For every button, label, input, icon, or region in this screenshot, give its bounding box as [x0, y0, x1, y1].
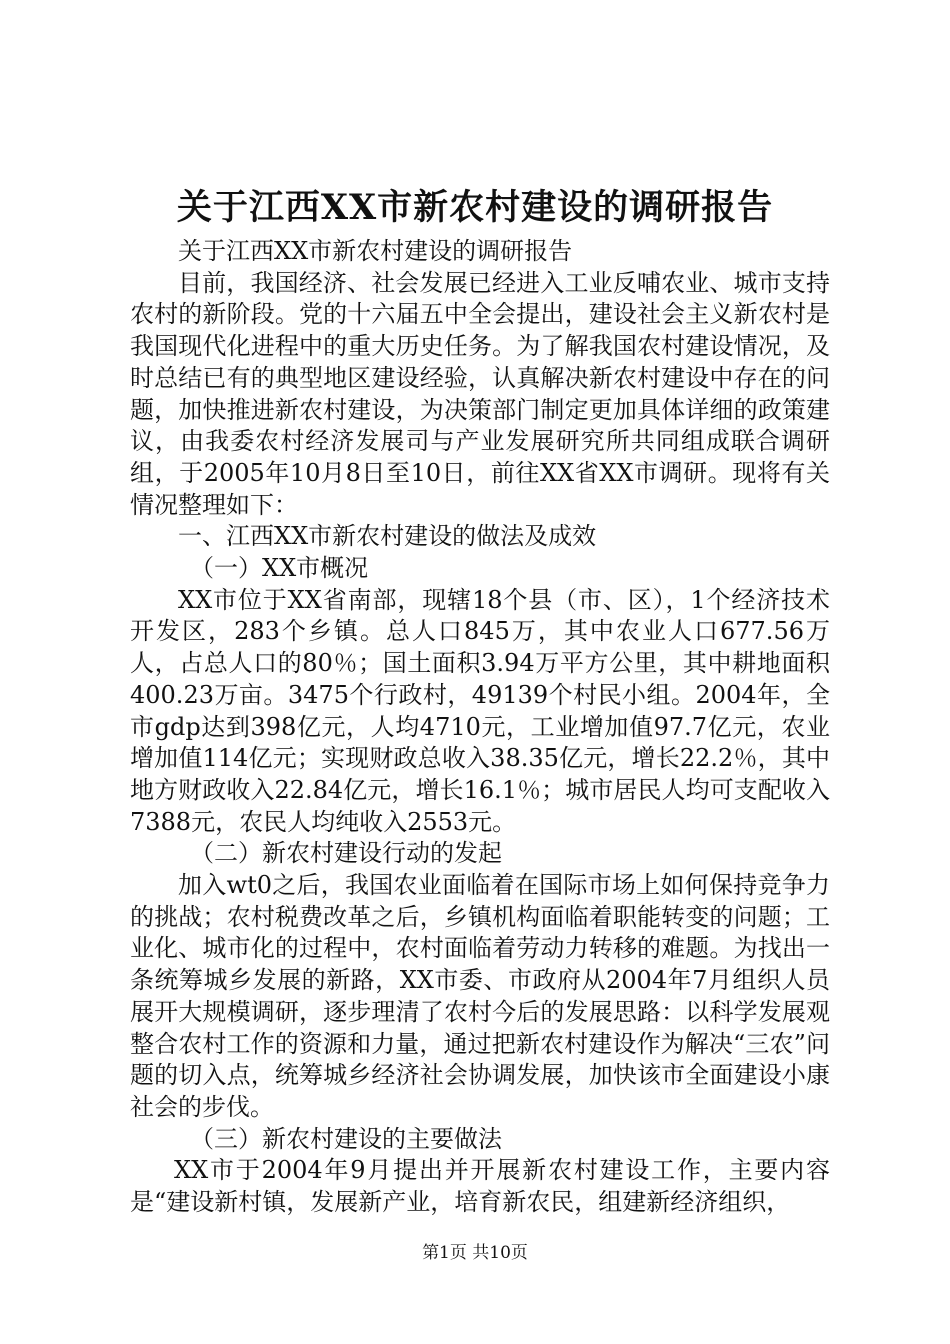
paragraph-intro: 目前，我国经济、社会发展已经进入工业反哺农业、城市支持农村的新阶段。党的十六届五中全会提出，建设社会主义新农村是我国现代化进程中的重大历史任务。为了解我国农村建设情况，及时总结已有的典型地区建设经验，认真解决新农村建设中存在的问题，加快推进新农村建设，为决策部门制定更加具体详细的政策建议，由我委农村经济发展司与产业发展研究所共同组成联合调研组，于2005年10月8日至10日，前往XX省XX市调研。现将有关情况整理如下：	[130, 268, 830, 519]
section-heading-1: 一、江西XX市新农村建设的做法及成效	[178, 522, 597, 551]
page-footer: 第1页 共10页	[422, 1243, 528, 1263]
paragraph-city-overview: XX市位于XX省南部，现辖18个县（市、区），1个经济技术开发区，283个乡镇。总人口845万，其中农业人口677.56万人，占总人口的80％；国土面积3.94万平方公里，其中耕地面积400.23万亩。3475个行政村，49139个村民小组。2004年，全市gdp达到398亿元，人均4710元，工业增加值97.7亿元，农业增加值114亿元；实现财政总收入38.35亿元，增长22.2％，其中地方财政收入22.84亿元，增长16.1％；城市居民人均可支配收入7388元，农民人均纯收入2553元。	[130, 585, 830, 836]
paragraph-repeat-title: 关于江西XX市新农村建设的调研报告	[178, 237, 573, 265]
subsection-heading-2: （二）新农村建设行动的发起	[190, 839, 502, 868]
paragraph-initiative: 加入wt0之后，我国农业面临着在国际市场上如何保持竞争力的挑战；农村税费改革之后，乡镇机构面临着职能转变的问题；工业化、城市化的过程中，农村面临着劳动力转移的难题。为找出一条统筹城乡发展的新路，XX市委、市政府从2004年7月组织人员展开大规模调研，逐步理清了农村今后的发展思路：以科学发展观整合农村工作的资源和力量，通过把新农村建设作为解决“三农”问题的切入点，统筹城乡经济社会协调发展，加快该市全面建设小康社会的步伐。	[130, 871, 830, 1121]
subsection-heading-3: （三）新农村建设的主要做法	[190, 1124, 502, 1153]
paragraph-measures: XX市于2004年9月提出并开展新农村建设工作，主要内容是“建设新村镇，发展新产业，培育新农民，组建新经济组织，	[130, 1156, 830, 1217]
document-title: 关于江西XX市新农村建设的调研报告	[176, 187, 774, 228]
subsection-heading-1: （一）XX市概况	[190, 554, 369, 583]
document-body	[130, 236, 830, 1219]
